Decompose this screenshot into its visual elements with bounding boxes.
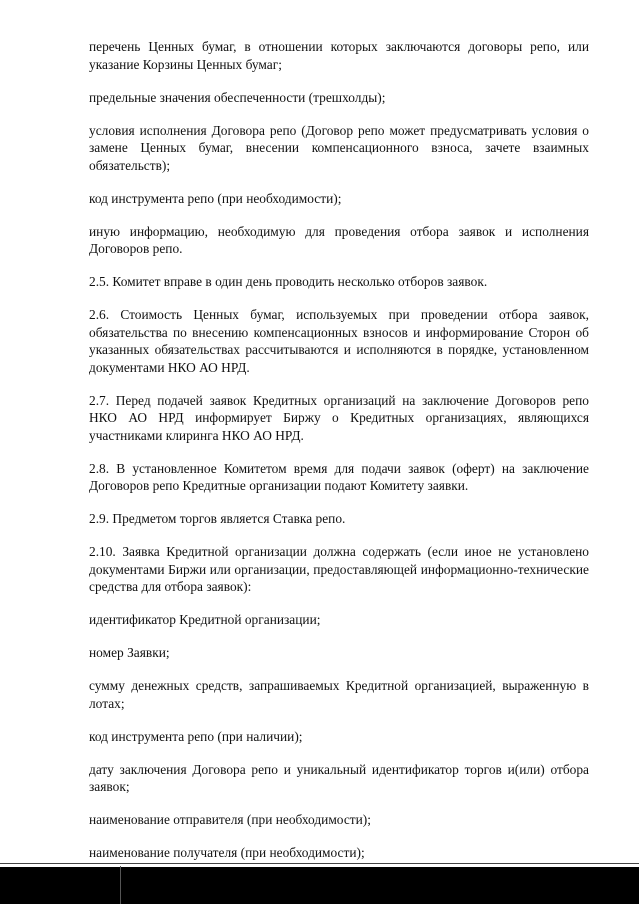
paragraph-2-7: 2.7. Перед подачей заявок Кредитных организаций на заключение Договоров репо НКО АО НРД информирует Биржу о Кредитных организациях, являющихся участниками клиринга НКО АО НРД. xyxy=(89,392,589,443)
document-body xyxy=(89,38,589,877)
paragraph-repo-code-if-any: код инструмента репо (при наличии); xyxy=(89,728,303,744)
paragraph-2-9: 2.9. Предметом торгов является Ставка репо. xyxy=(89,511,346,526)
scan-edge-line xyxy=(0,863,639,864)
paragraph-org-identifier: идентификатор Кредитной организации; xyxy=(89,612,321,627)
paragraph-request-number: номер Заявки; xyxy=(89,645,170,660)
paragraph-2-10: 2.10. Заявка Кредитной организации должна содержать (если иное не установлено документами Биржи или организации, предоставляющей информационно-технические средства для отбора заявок): xyxy=(89,544,589,594)
paragraph-2-5: 2.5. Комитет вправе в один день проводить несколько отборов заявок. xyxy=(89,274,488,289)
paragraph-sender-name: наименование отправителя (при необходимости); xyxy=(89,812,371,827)
paragraph-recipient-name: наименование получателя (при необходимости); xyxy=(89,845,365,860)
scan-bottom-border xyxy=(0,867,639,904)
paragraph-securities-list: перечень Ценных бумаг, в отношении которых заключаются договоры репо, или указание Корзины Ценных бумаг; xyxy=(89,39,589,72)
paragraph-amount: сумму денежных средств, запрашиваемых Кредитной организацией, выраженную в лотах; xyxy=(89,678,589,711)
paragraph-other-info: иную информацию, необходимую для проведения отбора заявок и исполнения Договоров репо. xyxy=(89,223,589,256)
paragraph-execution-terms: условия исполнения Договора репо (Договор репо может предусматривать условия о замене Ценных бумаг, внесении компенсационного взноса, зачете взаимных обязательств); xyxy=(89,122,589,173)
scan-artifact-mark xyxy=(120,866,121,904)
paragraph-2-6: 2.6. Стоимость Ценных бумаг, используемых при проведении отбора заявок, обязательства по внесению компенсационных взносов и информирование Сторон об указанных обязательствах рассчитываются и исполняются в порядке, установленном документами НКО АО НРД. xyxy=(89,307,589,375)
paragraph-repo-code: код инструмента репо (при необходимости); xyxy=(89,190,342,206)
paragraph-contract-date: дату заключения Договора репо и уникальный идентификатор торгов и(или) отбора заявок; xyxy=(89,761,589,794)
paragraph-2-8: 2.8. В установленное Комитетом время для подачи заявок (оферт) на заключение Договоров репо Кредитные организации подают Комитету заявки. xyxy=(89,460,589,493)
paragraph-thresholds: предельные значения обеспеченности (трешхолды); xyxy=(89,89,386,105)
